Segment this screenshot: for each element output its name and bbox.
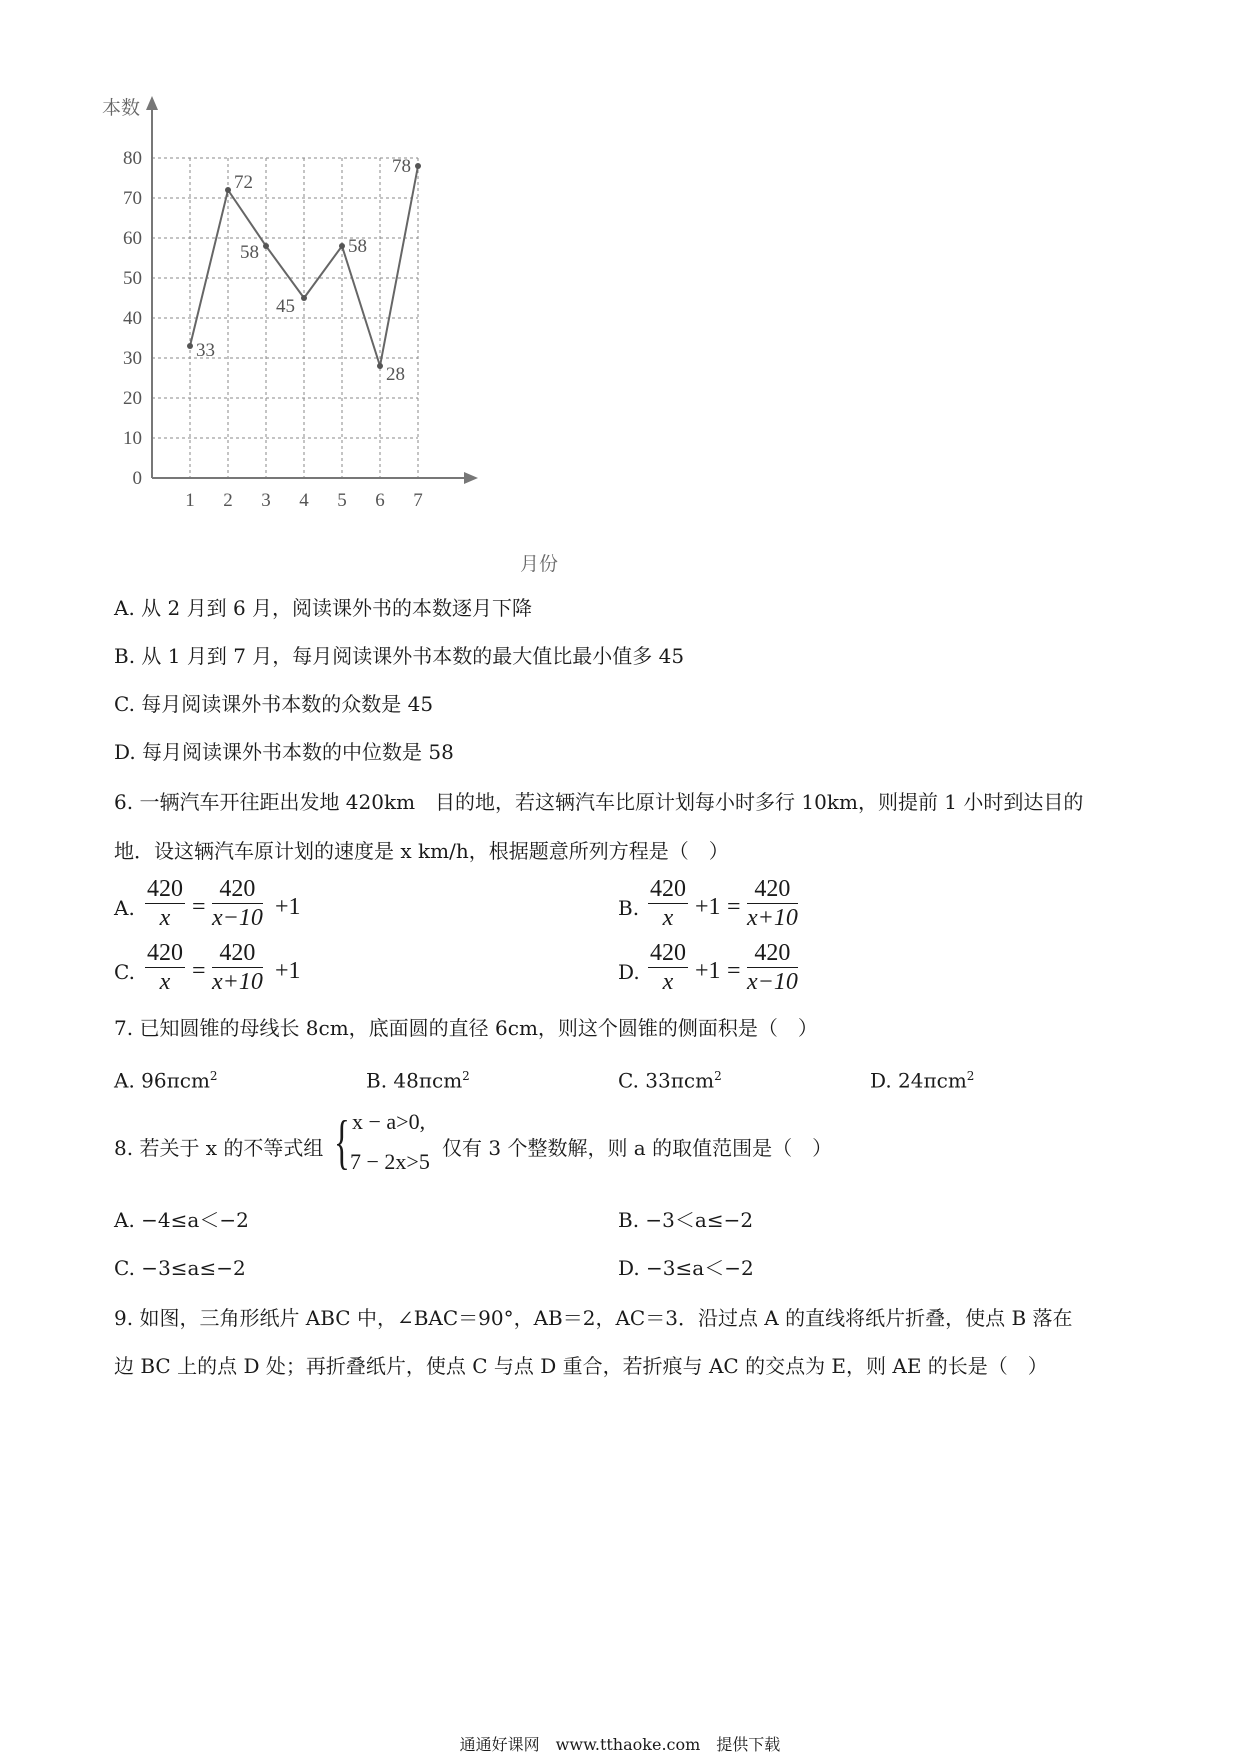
x-tick-label: 6: [375, 490, 385, 511]
data-label: 78: [392, 156, 411, 177]
data-point: [263, 243, 269, 249]
y-axis-label: 本数: [102, 97, 141, 119]
q8-option-c: C. −3≤a≤−2: [114, 1256, 246, 1280]
q8-brace: {: [334, 1109, 350, 1175]
data-label: 58: [240, 242, 259, 263]
q6-stem-line1: 6. 一辆汽车开往距出发地 420km 目的地，若这辆汽车比原计划每小时多行 10km，则提前 1 小时到达目的: [114, 790, 1084, 814]
q6-b-frac-left: $\frac{420}{x}$: [650, 876, 686, 931]
data-label: 58: [348, 236, 367, 257]
y-axis-arrow: [146, 96, 158, 110]
q6-b-equals: =: [727, 894, 741, 920]
data-label: 72: [234, 172, 253, 193]
q8-system-eq2: 7 − 2x>5: [350, 1149, 430, 1174]
x-tick-label: 7: [413, 490, 423, 511]
y-tick-label: 20: [123, 388, 142, 409]
q6-b-frac-right: $\frac{420}{x+10}$: [747, 876, 798, 931]
q8-option-d: D. −3≤a＜−2: [618, 1256, 754, 1280]
q6-a-plus-one: +1: [275, 894, 301, 920]
q5-option-a: A. 从 2 月到 6 月，阅读课外书的本数逐月下降: [114, 596, 533, 620]
q5-option-b: B. 从 1 月到 7 月，每月阅读课外书本数的最大值比最小值多 45: [114, 644, 685, 668]
data-point: [377, 363, 383, 369]
y-tick-label: 40: [123, 308, 142, 329]
data-point: [301, 295, 307, 301]
q9-stem-line2: 边 BC 上的点 D 处；再折叠纸片，使点 C 与点 D 重合，若折痕与 AC 的交点为 E，则 AE 的长是（ ）: [114, 1354, 1048, 1378]
q6-a-equals: =: [192, 894, 206, 920]
chart-axes: [146, 96, 478, 484]
q6-b-plus-one: +1: [695, 894, 721, 920]
q6-d-frac-right: $\frac{420}{x-10}$: [747, 940, 798, 995]
x-tick-label: 5: [337, 490, 347, 511]
q8-option-b: B. −3＜a≤−2: [618, 1208, 754, 1232]
y-tick-label: 10: [123, 428, 142, 449]
q6-d-plus-one: +1: [695, 958, 721, 984]
x-tick-label: 4: [299, 490, 309, 511]
x-axis-arrow: [464, 472, 478, 484]
q6-c-plus-one: +1: [275, 958, 301, 984]
y-tick-label: 30: [123, 348, 142, 369]
q5-option-d: D. 每月阅读课外书本数的中位数是 58: [114, 740, 454, 764]
data-point: [339, 243, 345, 249]
y-tick-label: 50: [123, 268, 142, 289]
line-chart: [100, 90, 570, 580]
y-tick-label: 80: [123, 148, 142, 169]
q6-a-frac-right: $\frac{420}{x-10}$: [212, 876, 263, 931]
q5-option-c: C. 每月阅读课外书本数的众数是 45: [114, 692, 434, 716]
q8-system-eq1: x − a>0,: [352, 1109, 426, 1134]
chart-grid: [152, 158, 418, 478]
x-axis-label: 月份: [520, 553, 559, 575]
y-tick-label: 0: [132, 468, 142, 489]
q6-option-a-label: A.: [114, 896, 135, 920]
data-point: [415, 163, 421, 169]
q6-option-d-label: D.: [618, 960, 640, 984]
y-tick-label: 60: [123, 228, 142, 249]
q7-option-c: C. 33πcm$^2$: [618, 1068, 722, 1093]
x-tick-label: 3: [261, 490, 271, 511]
q8-option-a: A. −4≤a＜−2: [114, 1208, 249, 1232]
data-label: 45: [276, 296, 295, 317]
q8-stem-pre: 8. 若关于 x 的不等式组: [114, 1136, 324, 1160]
x-tick-label: 2: [223, 490, 233, 511]
q9-stem-line1: 9. 如图，三角形纸片 ABC 中，∠BAC＝90°，AB＝2，AC＝3．沿过点 A 的直线将纸片折叠，使点 B 落在: [114, 1306, 1073, 1330]
data-point: [225, 187, 231, 193]
q7-option-a: A. 96πcm$^2$: [114, 1068, 218, 1093]
q6-a-frac-left: $\frac{420}{x}$: [147, 876, 183, 931]
y-tick-label: 70: [123, 188, 142, 209]
q7-option-d: D. 24πcm$^2$: [870, 1068, 975, 1093]
q6-stem-line2: 地．设这辆汽车原计划的速度是 x km/h，根据题意所列方程是（ ）: [114, 839, 729, 863]
data-label: 33: [196, 340, 215, 361]
q6-option-b-label: B.: [618, 896, 640, 920]
data-point: [187, 343, 193, 349]
q6-c-frac-right: $\frac{420}{x+10}$: [212, 940, 263, 995]
q6-d-equals: =: [727, 958, 741, 984]
q7-stem: 7. 已知圆锥的母线长 8cm，底面圆的直径 6cm，则这个圆锥的侧面积是（ ）: [114, 1016, 818, 1040]
data-label: 28: [386, 364, 405, 385]
q6-d-frac-left: $\frac{420}{x}$: [650, 940, 686, 995]
q7-option-b: B. 48πcm$^2$: [366, 1068, 470, 1093]
q8-stem-post: 仅有 3 个整数解，则 a 的取值范围是（ ）: [442, 1136, 833, 1160]
page-footer: 通通好课网 www.tthaoke.com 提供下载: [459, 1735, 781, 1754]
q6-c-frac-left: $\frac{420}{x}$: [147, 940, 183, 995]
chart-ticks: [123, 148, 423, 511]
q6-option-c-label: C.: [114, 960, 135, 984]
x-tick-label: 1: [185, 490, 195, 511]
q6-c-equals: =: [192, 958, 206, 984]
